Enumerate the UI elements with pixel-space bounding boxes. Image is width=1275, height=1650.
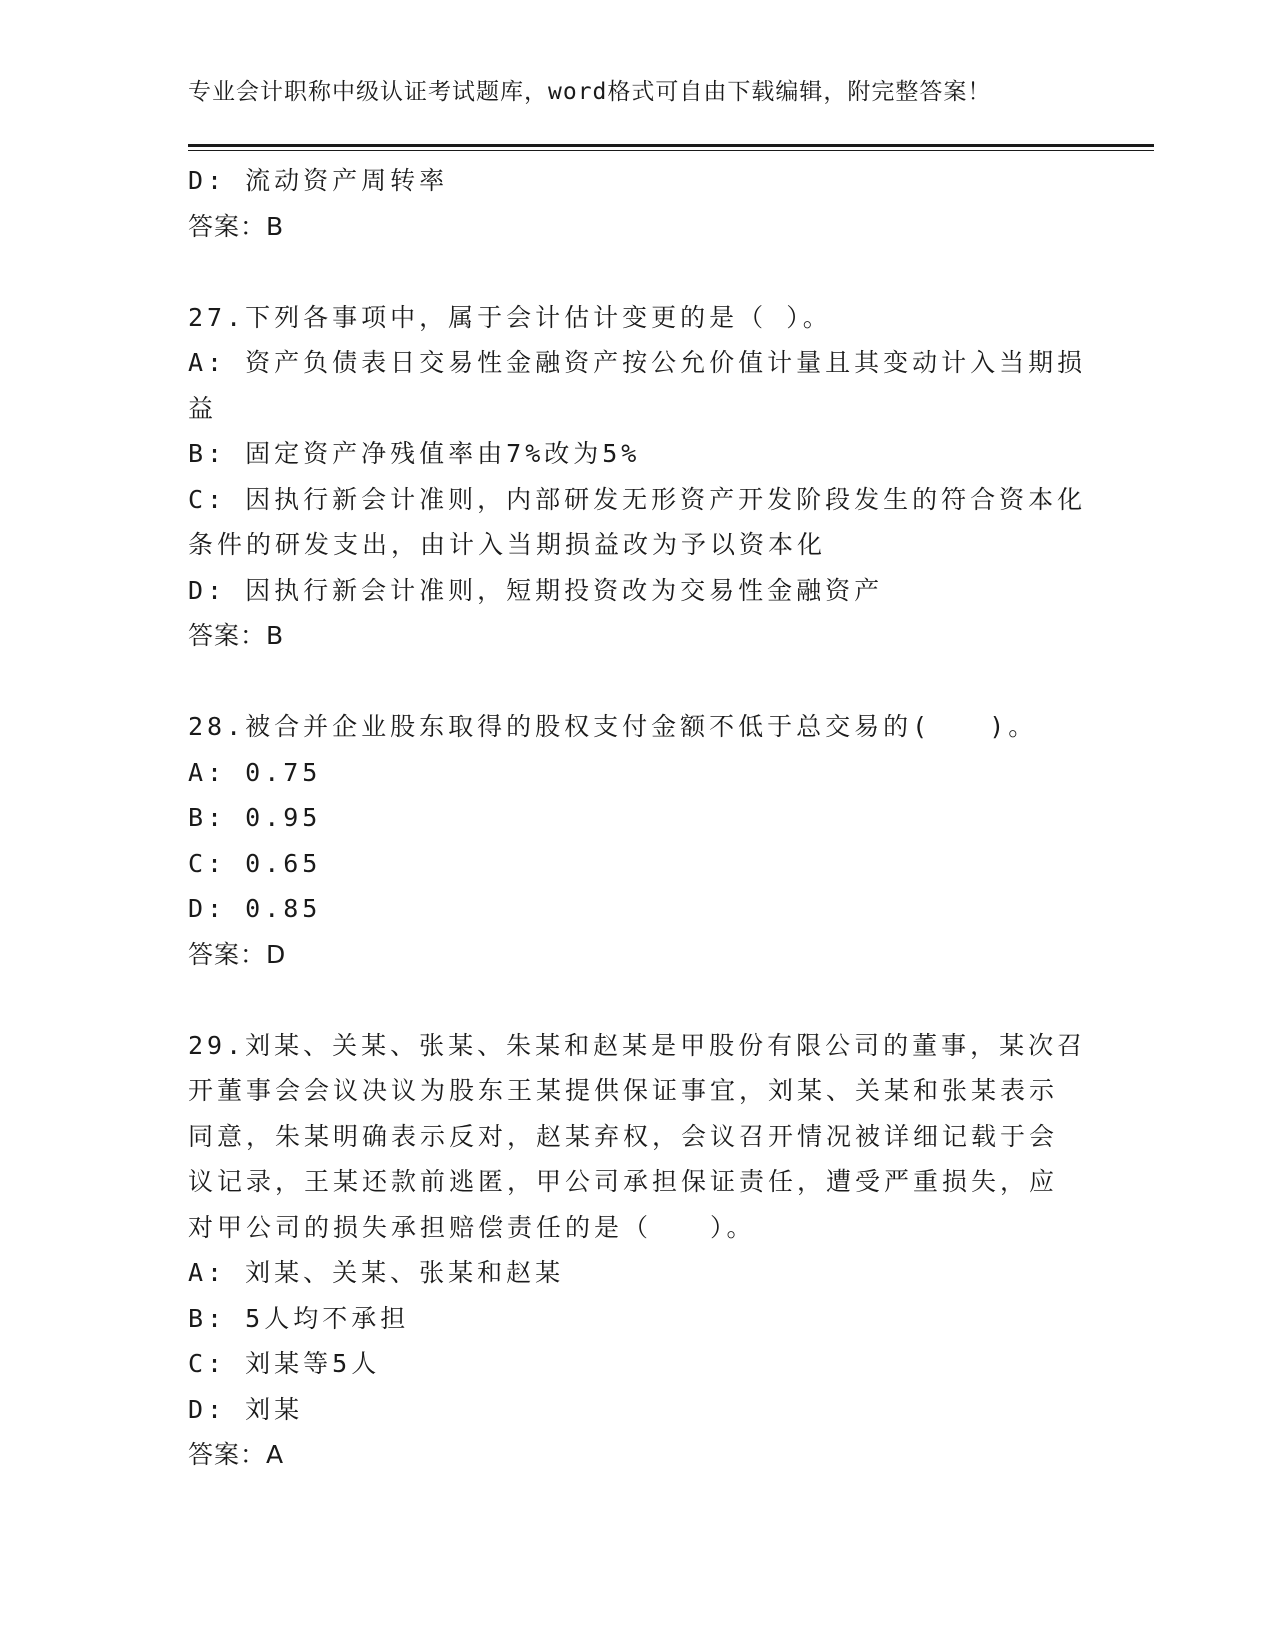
q29-stem-line-5: 对甲公司的损失承担赔偿责任的是（ ）。	[188, 1212, 756, 1242]
q29-stem-line-4: 议记录，王某还款前逃匿，甲公司承担保证责任，遭受严重损失，应	[188, 1167, 1059, 1196]
page-header: 专业会计职称中级认证考试题库，word格式可自由下载编辑，附完整答案！	[188, 79, 992, 105]
q29-answer: 答案：A	[188, 1440, 285, 1469]
q27-stem: 27.下列各事项中，属于会计估计变更的是（ ）。	[188, 302, 832, 332]
q27-option-a-cont: 益	[188, 393, 218, 423]
q26-option-d: D: 流动资产周转率	[188, 166, 449, 195]
q27-option-c-cont: 条件的研发支出，由计入当期损益改为予以资本化	[188, 530, 827, 559]
q26-answer: 答案：B	[188, 211, 285, 241]
q29-stem-line-1: 29.刘某、关某、张某、朱某和赵某是甲股份有限公司的董事，某次召	[188, 1030, 1087, 1060]
q29-option-b: B: 5人均不承担	[188, 1303, 410, 1333]
spacer	[188, 977, 1088, 1023]
header-rule-thin	[188, 150, 1154, 151]
q27-option-a: A: 资产负债表日交易性金融资产按公允价值计量且其变动计入当期损	[188, 348, 1087, 377]
question-content	[188, 158, 1088, 1478]
q28-option-c: C: 0.65	[188, 848, 322, 878]
q29-option-a: A: 刘某、关某、张某和赵某	[188, 1258, 565, 1287]
q27-answer: 答案：B	[188, 621, 285, 650]
q27-option-c: C: 因执行新会计准则，内部研发无形资产开发阶段发生的符合资本化	[188, 484, 1087, 514]
q29-stem-line-2: 开董事会会议决议为股东王某提供保证事宜，刘某、关某和张某表示	[188, 1076, 1059, 1105]
q27-option-b: B: 固定资产净残值率由7%改为5%	[188, 439, 641, 468]
spacer	[188, 249, 1088, 295]
q29-option-d: D: 刘某	[188, 1394, 304, 1424]
header-rule-thick	[188, 144, 1154, 147]
q29-option-c: C: 刘某等5人	[188, 1349, 381, 1378]
q28-option-d: D: 0.85	[188, 894, 322, 923]
q27-option-d: D: 因执行新会计准则，短期投资改为交易性金融资产	[188, 575, 884, 605]
q28-answer: 答案：D	[188, 939, 287, 969]
spacer	[188, 659, 1088, 705]
q28-stem: 28.被合并企业股东取得的股权支付金额不低于总交易的( )。	[188, 712, 1038, 741]
q29-stem-line-3: 同意，朱某明确表示反对，赵某弃权，会议召开情况被详细记载于会	[188, 1121, 1059, 1151]
q28-option-a: A: 0.75	[188, 757, 322, 787]
q28-option-b: B: 0.95	[188, 803, 322, 832]
